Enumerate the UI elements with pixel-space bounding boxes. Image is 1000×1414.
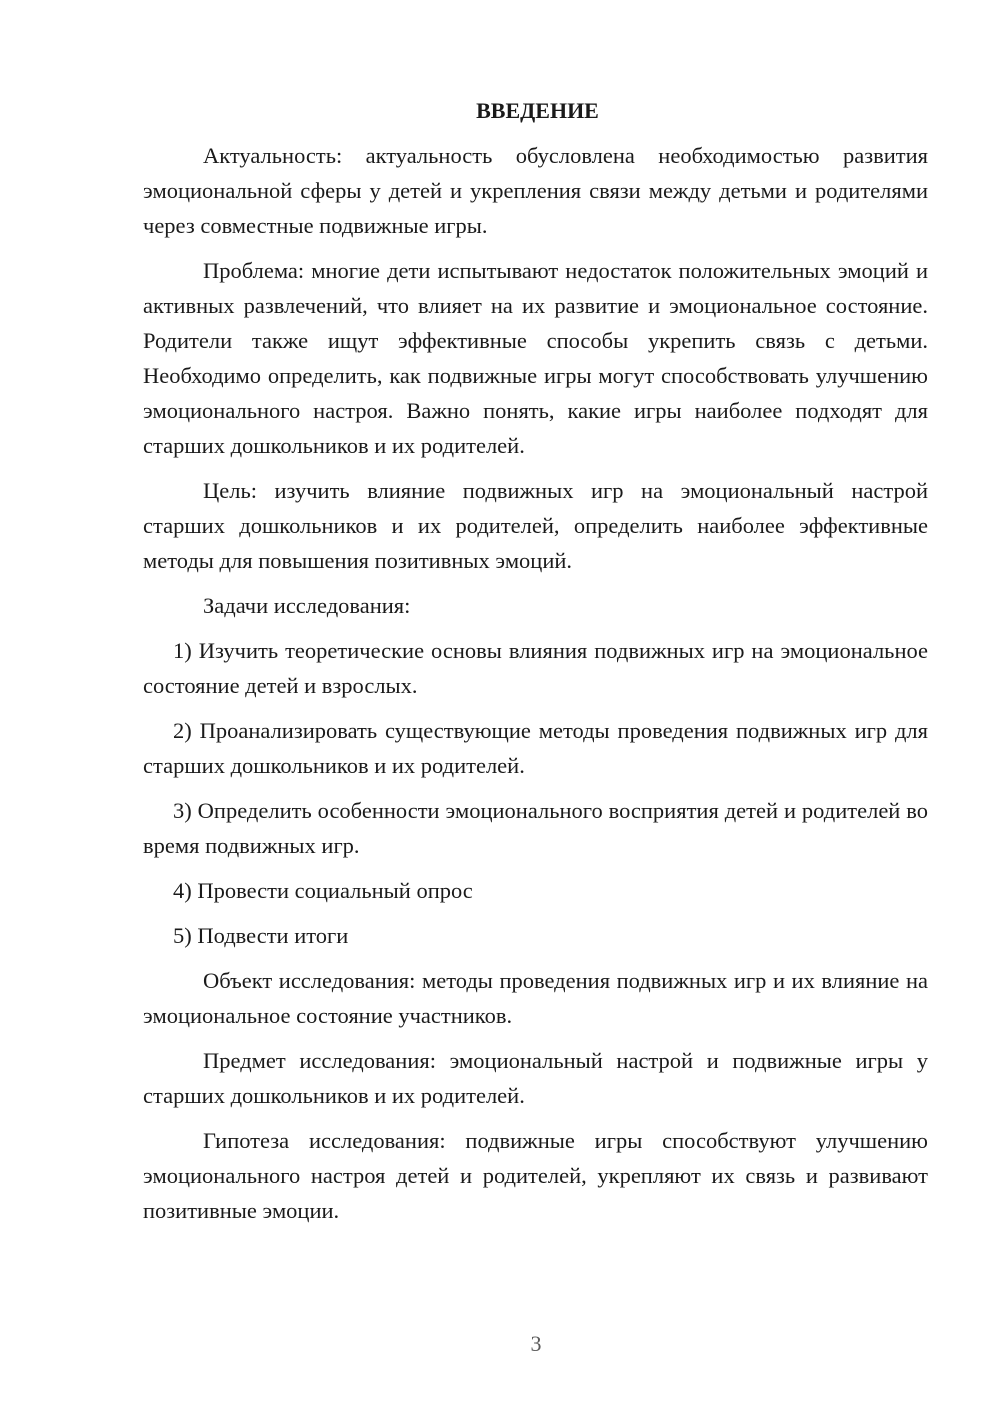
list-item: 3) Определить особенности эмоционального восприятия детей и родителей во время подвижных игр. — [143, 798, 928, 858]
paragraph-relevance: Актуальность: актуальность обусловлена необходимостью развития эмоциональной сферы у детей и укрепления связи между детьми и родителями через совместные подвижные игры. — [143, 143, 928, 238]
tasks-heading: Задачи исследования: — [203, 593, 411, 618]
list-item: 5) Подвести итоги — [173, 923, 349, 948]
list-item: 1) Изучить теоретические основы влияния подвижных игр на эмоциональное состояние детей и взрослых. — [143, 638, 928, 698]
page-title: ВВЕДЕНИЕ — [476, 98, 599, 123]
paragraph-subject: Предмет исследования: эмоциональный настрой и подвижные игры у старших дошкольников и их родителей. — [143, 1048, 928, 1108]
paragraph-goal: Цель: изучить влияние подвижных игр на эмоциональный настрой старших дошкольников и их родителей, определить наиболее эффективные методы для повышения позитивных эмоций. — [143, 478, 928, 573]
paragraph-hypothesis: Гипотеза исследования: подвижные игры способствуют улучшению эмоционального настроя детей и родителей, укрепляют их связь и развивают позитивные эмоции. — [143, 1128, 928, 1223]
paragraph-problem: Проблема: многие дети испытывают недостаток положительных эмоций и активных развлечений, что влияет на их развитие и эмоциональное состояние. Родители также ищут эффективные способы укрепить связь с детьми. Необходимо определить, как подвижные игры могут способствовать улучшению эмоционального настроя. Важно понять, какие игры наиболее подходят для старших дошкольников и их родителей. — [143, 258, 928, 458]
list-item: 4) Провести социальный опрос — [173, 878, 473, 903]
paragraph-object: Объект исследования: методы проведения подвижных игр и их влияние на эмоциональное состояние участников. — [143, 968, 928, 1028]
list-item: 2) Проанализировать существующие методы проведения подвижных игр для старших дошкольников и их родителей. — [143, 718, 928, 778]
document-body — [143, 93, 928, 1238]
page-number: 3 — [530, 1331, 542, 1356]
